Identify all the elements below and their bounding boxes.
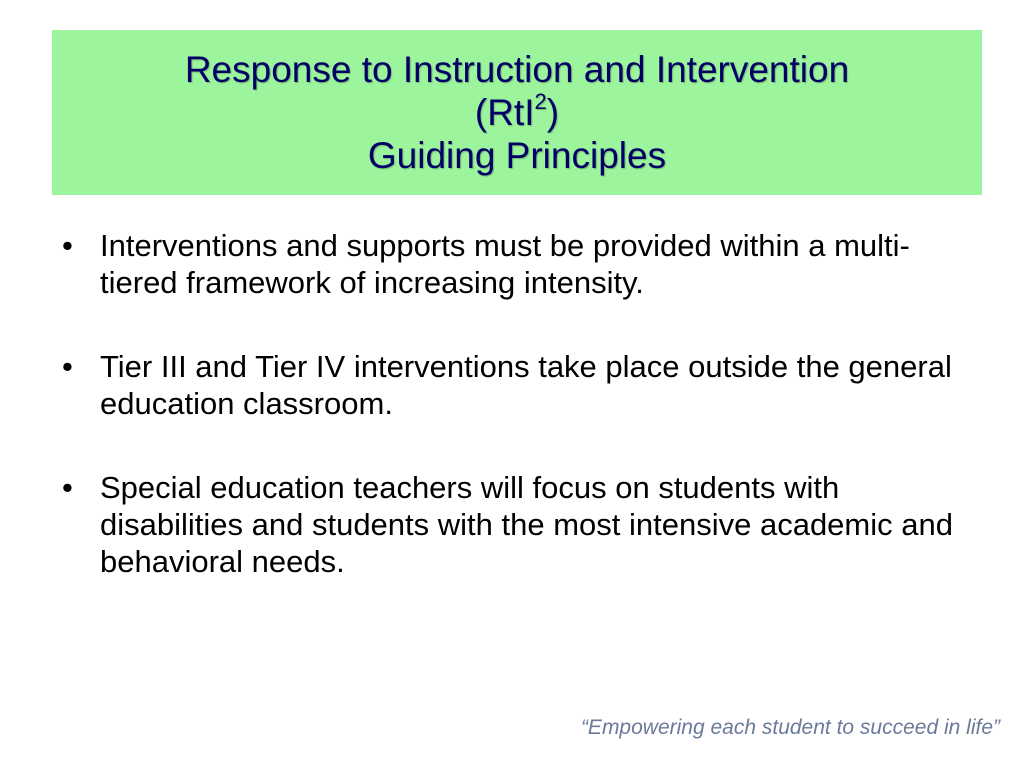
title-rti-prefix: (RtI [474, 92, 535, 133]
bullet-list [62, 227, 982, 627]
bullet-text: Tier III and Tier IV interventions take place outside the general education classroom. [100, 349, 952, 421]
bullet-item [62, 227, 982, 301]
title-line-3: Guiding Principles [367, 135, 667, 176]
title-banner [52, 30, 982, 195]
bullet-item [62, 469, 982, 580]
title-line-1: Response to Instruction and Intervention [184, 49, 850, 90]
bullet-text: Interventions and supports must be provided within a multi-tiered framework of increasing intensity. [100, 228, 910, 300]
bullet-item [62, 348, 982, 422]
bullet-dot-icon: • [62, 470, 73, 505]
bullet-dot-icon: • [62, 228, 73, 263]
slide-title [185, 48, 849, 177]
footer-tagline: “Empowering each student to succeed in life” [580, 716, 1000, 739]
title-rti-suffix: ) [546, 92, 560, 133]
title-rti-superscript: 2 [534, 88, 547, 114]
bullet-dot-icon: • [62, 349, 73, 384]
title-line-2 [185, 88, 849, 134]
bullet-text: Special education teachers will focus on students with disabilities and students with the most intensive academic and behavioral needs. [100, 470, 953, 579]
